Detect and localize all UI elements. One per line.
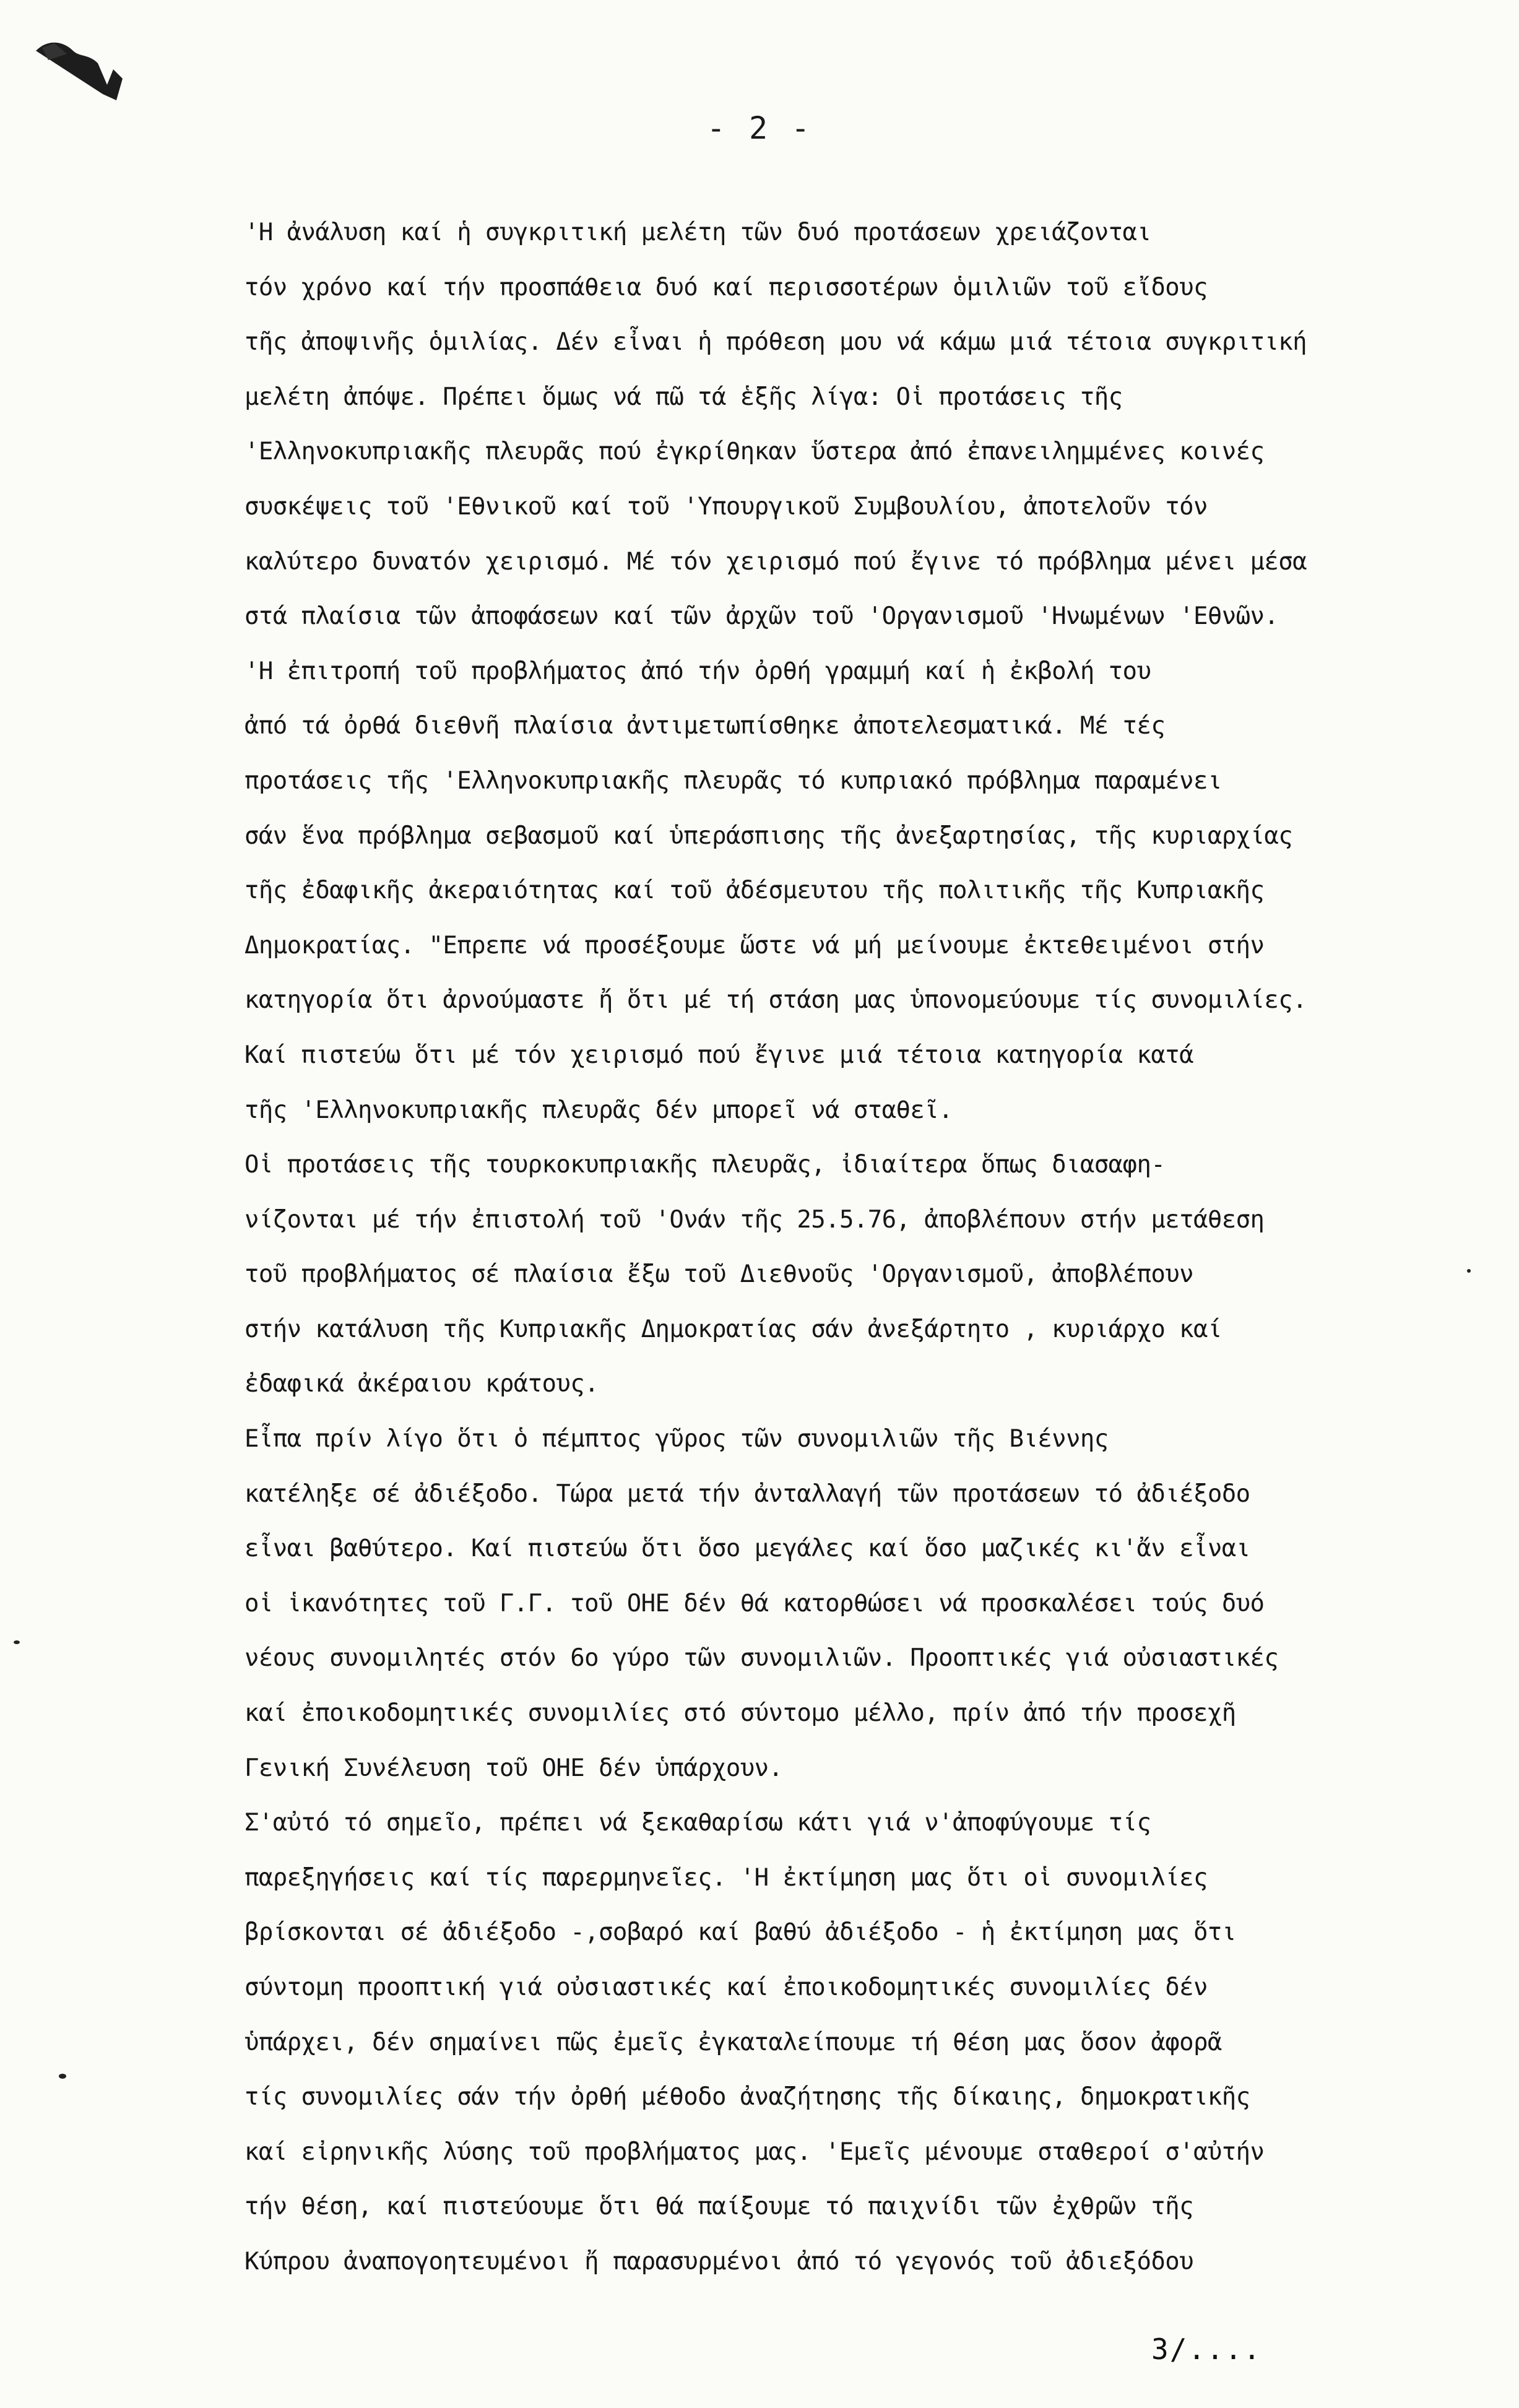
text-line: κατέληξε σέ ἀδιέξοδο. Τώρα μετά τήν ἀνταλλαγή τῶν προτάσεων τό ἀδιέξοδο	[245, 1479, 1250, 1508]
text-line: τῆς 'Ελληνοκυπριακῆς πλευρᾶς δέν μπορεῖ νά σταθεῖ.	[245, 1096, 953, 1124]
text-line: Σ'αὐτό τό σημεῖο, πρέπει νά ξεκαθαρίσω κάτι γιά ν'ἀποφύγουμε τίς	[245, 1809, 1151, 1837]
text-line: βρίσκονται σέ ἀδιέξοδο -,σοβαρό καί βαθύ ἀδιέξοδο - ἡ ἐκτίμηση μας ὅτι	[245, 1918, 1236, 1947]
text-line: παρεξηγήσεις καί τίς παρερμηνεῖες. 'Η ἐκτίμηση μας ὅτι οἱ συνομιλίες	[245, 1863, 1208, 1892]
text-line: Καί πιστεύω ὅτι μέ τόν χειρισμό πού ἔγινε μιά τέτοια κατηγορία κατά	[245, 1041, 1193, 1069]
document-body	[245, 206, 1408, 2344]
ink-stamp-mark	[30, 26, 141, 106]
text-line: καί εἰρηνικῆς λύσης τοῦ προβλήματος μας. 'Εμεῖς μένουμε σταθεροί σ'αὐτήν	[245, 2137, 1265, 2166]
text-line: καί ἐποικοδομητικές συνομιλίες στό σύντομο μέλλο, πρίν ἀπό τήν προσεχῆ	[245, 1699, 1236, 1728]
text-line: τήν θέση, καί πιστεύουμε ὅτι θά παίξουμε τό παιχνίδι τῶν ἐχθρῶν τῆς	[245, 2193, 1193, 2221]
text-line: Οἱ προτάσεις τῆς τουρκοκυπριακῆς πλευρᾶς, ἰδιαίτερα ὅπως διασαφη-	[245, 1151, 1166, 1179]
text-line: τῆς ἀποψινῆς ὁμιλίας. Δέν εἶναι ἡ πρόθεση μου νά κάμω μιά τέτοια συγκριτική	[245, 328, 1307, 357]
scan-speck	[14, 1640, 20, 1644]
text-line: τῆς ἐδαφικῆς ἀκεραιότητας καί τοῦ ἀδέσμευτου τῆς πολιτικῆς τῆς Κυπριακῆς	[245, 877, 1265, 905]
text-line: ἐδαφικά ἀκέραιου κράτους.	[245, 1370, 599, 1398]
text-line: 'Η ἐπιτροπή τοῦ προβλήματος ἀπό τήν ὀρθή γραμμή καί ἡ ἐκβολή του	[245, 657, 1151, 685]
text-line: ἀπό τά ὀρθά διεθνῆ πλαίσια ἀντιμετωπίσθηκε ἀποτελεσματικά. Μέ τές	[245, 712, 1166, 740]
text-line: τίς συνομιλίες σάν τήν ὀρθή μέθοδο ἀναζήτησης τῆς δίκαιης, δημοκρατικῆς	[245, 2083, 1250, 2111]
text-line: μελέτη ἀπόψε. Πρέπει ὅμως νά πῶ τά ἑξῆς λίγα: Οἱ προτάσεις τῆς	[245, 383, 1123, 411]
text-line: Εἶπα πρίν λίγο ὅτι ὁ πέμπτος γῦρος τῶν συνομιλιῶν τῆς Βιέννης	[245, 1425, 1109, 1453]
text-line: Κύπρου ἀναπογοητευμένοι ἤ παρασυρμένοι ἀπό τό γεγονός τοῦ ἀδιεξόδου	[245, 2247, 1193, 2276]
scan-speck	[1467, 1269, 1471, 1273]
text-line: οἱ ἱκανότητες τοῦ Γ.Γ. τοῦ ΟΗΕ δέν θά κατορθώσει νά προσκαλέσει τούς δυό	[245, 1589, 1265, 1618]
text-line: τοῦ προβλήματος σέ πλαίσια ἔξω τοῦ Διεθνοῦς 'Οργανισμοῦ, ἀποβλέπουν	[245, 1260, 1193, 1289]
text-line: 'Η ἀνάλυση καί ἡ συγκριτική μελέτη τῶν δυό προτάσεων χρειάζονται	[245, 219, 1151, 246]
text-line: εἶναι βαθύτερο. Καί πιστεύω ὅτι ὅσο μεγάλες καί ὅσο μαζικές κι'ἄν εἶναι	[245, 1535, 1250, 1563]
scan-speck	[59, 2074, 66, 2079]
text-line: 'Ελληνοκυπριακῆς πλευρᾶς πού ἐγκρίθηκαν ὕστερα ἀπό ἐπανειλημμένες κοινές	[245, 438, 1265, 466]
text-line: κατηγορία ὅτι ἀρνούμαστε ἤ ὅτι μέ τή στάση μας ὑπονομεύουμε τίς συνομιλίες.	[245, 986, 1307, 1015]
page-number: - 2 -	[706, 110, 813, 146]
text-line: συσκέψεις τοῦ 'Εθνικοῦ καί τοῦ 'Υπουργικοῦ Συμβουλίου, ἀποτελοῦν τόν	[245, 492, 1208, 521]
text-line: καλύτερο δυνατόν χειρισμό. Μέ τόν χειρισμό πού ἔγινε τό πρόβλημα μένει μέσα	[245, 547, 1307, 576]
text-line: στήν κατάλυση τῆς Κυπριακῆς Δημοκρατίας σάν ἀνεξάρτητο , κυριάρχο καί	[245, 1315, 1222, 1343]
text-line: Δημοκρατίας. "Επρεπε νά προσέξουμε ὥστε νά μή μείνουμε ἐκτεθειμένοι στήν	[245, 931, 1265, 959]
text-line: προτάσεις τῆς 'Ελληνοκυπριακῆς πλευρᾶς τό κυπριακό πρόβλημα παραμένει	[245, 766, 1222, 795]
text-line: νέους συνομιλητές στόν 6ο γύρο τῶν συνομιλιῶν. Προοπτικές γιά οὐσιαστικές	[245, 1644, 1279, 1673]
text-line: σάν ἕνα πρόβλημα σεβασμοῦ καί ὑπεράσπισης τῆς ἀνεξαρτησίας, τῆς κυριαρχίας	[245, 821, 1293, 850]
continuation-marker: 3/....	[1151, 2332, 1262, 2366]
text-line: τόν χρόνο καί τήν προσπάθεια δυό καί περισσοτέρων ὁμιλιῶν τοῦ εἴδους	[245, 273, 1208, 301]
text-line: σύντομη προοπτική γιά οὐσιαστικές καί ἐποικοδομητικές συνομιλίες δέν	[245, 1973, 1208, 2001]
text-line: Γενική Συνέλευση τοῦ ΟΗΕ δέν ὑπάρχουν.	[245, 1754, 783, 1782]
text-line: στά πλαίσια τῶν ἀποφάσεων καί τῶν ἀρχῶν τοῦ 'Οργανισμοῦ 'Ηνωμένων 'Εθνῶν.	[245, 602, 1279, 631]
text-line: νίζονται μέ τήν ἐπιστολή τοῦ 'Ονάν τῆς 25.5.76, ἀποβλέπουν στήν μετάθεση	[245, 1205, 1265, 1234]
text-line: ὑπάρχει, δέν σημαίνει πῶς ἐμεῖς ἐγκαταλείπουμε τή θέση μας ὅσον ἀφορᾶ	[245, 2028, 1222, 2056]
